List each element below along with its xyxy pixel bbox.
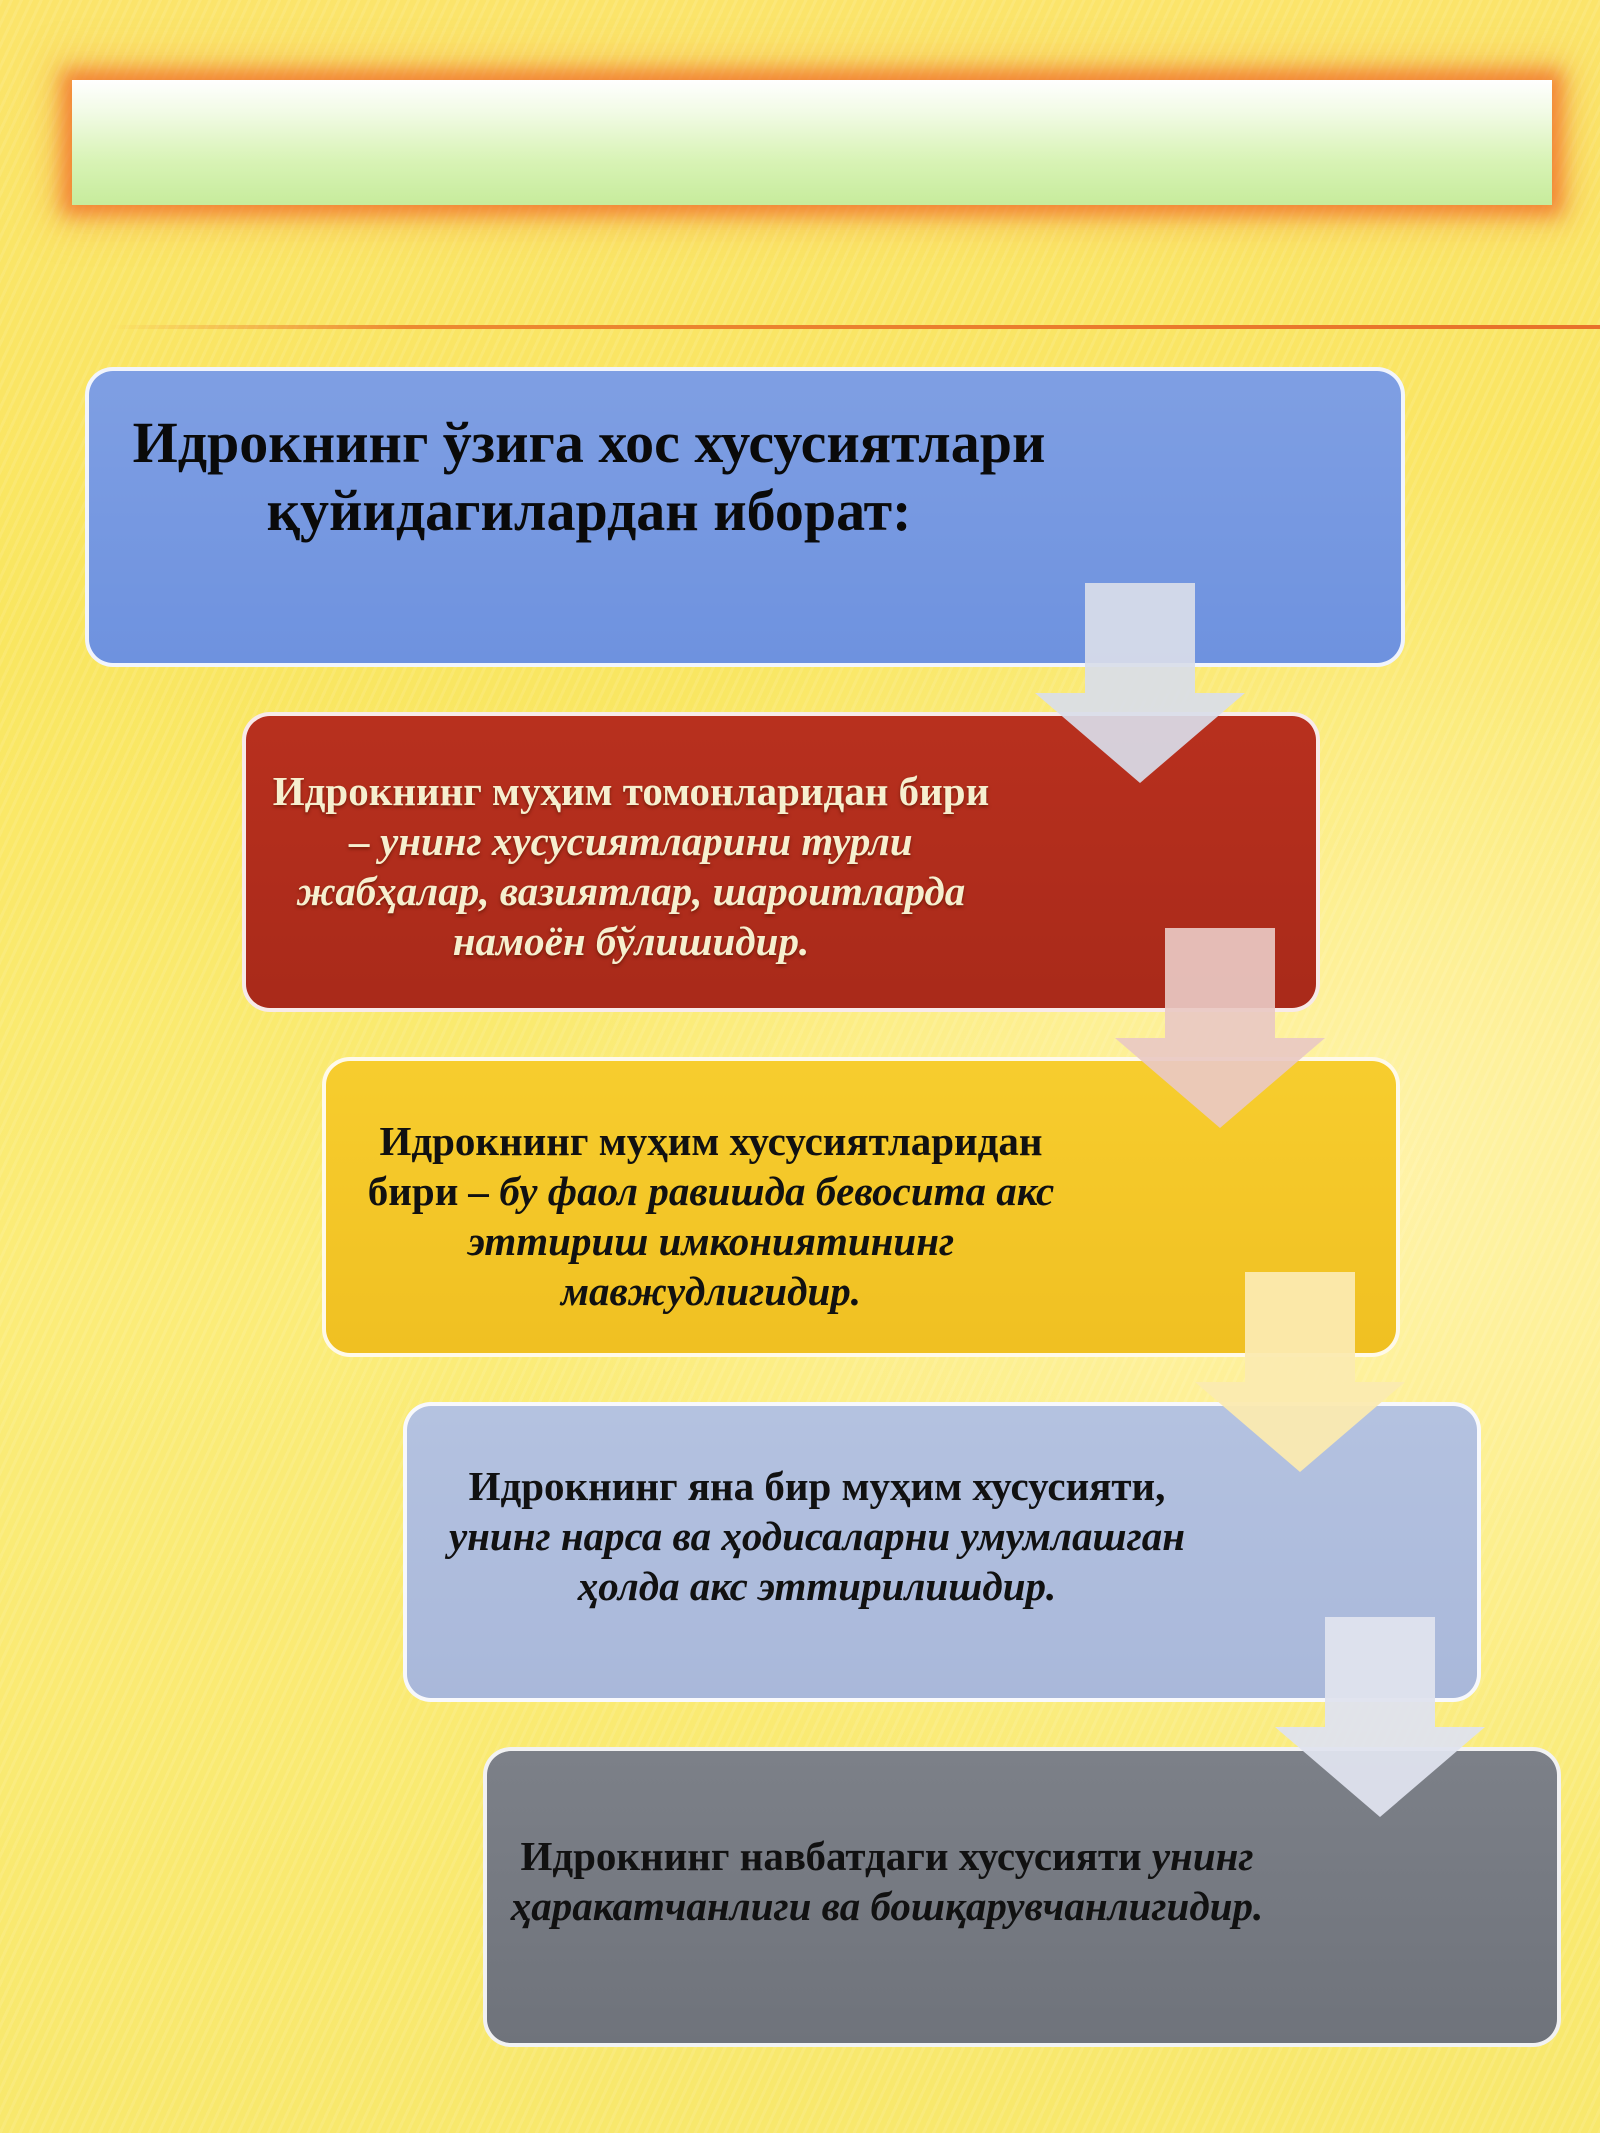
step-3-text: [427, 1461, 1207, 1611]
step-3-lead: Идрокнинг яна бир муҳим хусусияти,: [468, 1463, 1166, 1509]
step-4-text: [507, 1831, 1267, 1931]
step-2-text: [351, 1116, 1071, 1316]
step-2-rest: – бу фаол равишда бевосита акс эттириш имкониятининг мавжудлигидир.: [458, 1168, 1055, 1314]
divider-line: [110, 325, 1600, 329]
step-4-rest: унинг ҳаракатчанлиги ва бошқарувчанлигидир.: [510, 1833, 1264, 1929]
down-arrow-icon: [1195, 1272, 1405, 1482]
down-arrow-icon: [1035, 583, 1245, 793]
step-2-lead: Идрокнинг муҳим хусусиятларидан бири: [367, 1118, 1043, 1214]
step-1-text: [271, 766, 991, 966]
down-arrow-icon: [1115, 928, 1325, 1138]
step-1-lead: Идрокнинг муҳим томонларидан бири: [272, 768, 990, 814]
title-bar: [72, 80, 1552, 205]
step-3-rest: унинг нарса ва ҳодисаларни умумлашган ҳолда акс эттирилишдир.: [448, 1513, 1186, 1609]
intro-text: Идрокнинг ўзига хос хусусиятлари қуйидагилардан иборат:: [132, 410, 1046, 543]
down-arrow-icon: [1275, 1617, 1485, 1827]
step-1-rest: – унинг хусусиятларини турли жабҳалар, вазиятлар, шароитларда намоён бўлишидир.: [296, 818, 966, 964]
step-4-lead: Идрокнинг навбатдаги хусусияти: [520, 1833, 1142, 1879]
